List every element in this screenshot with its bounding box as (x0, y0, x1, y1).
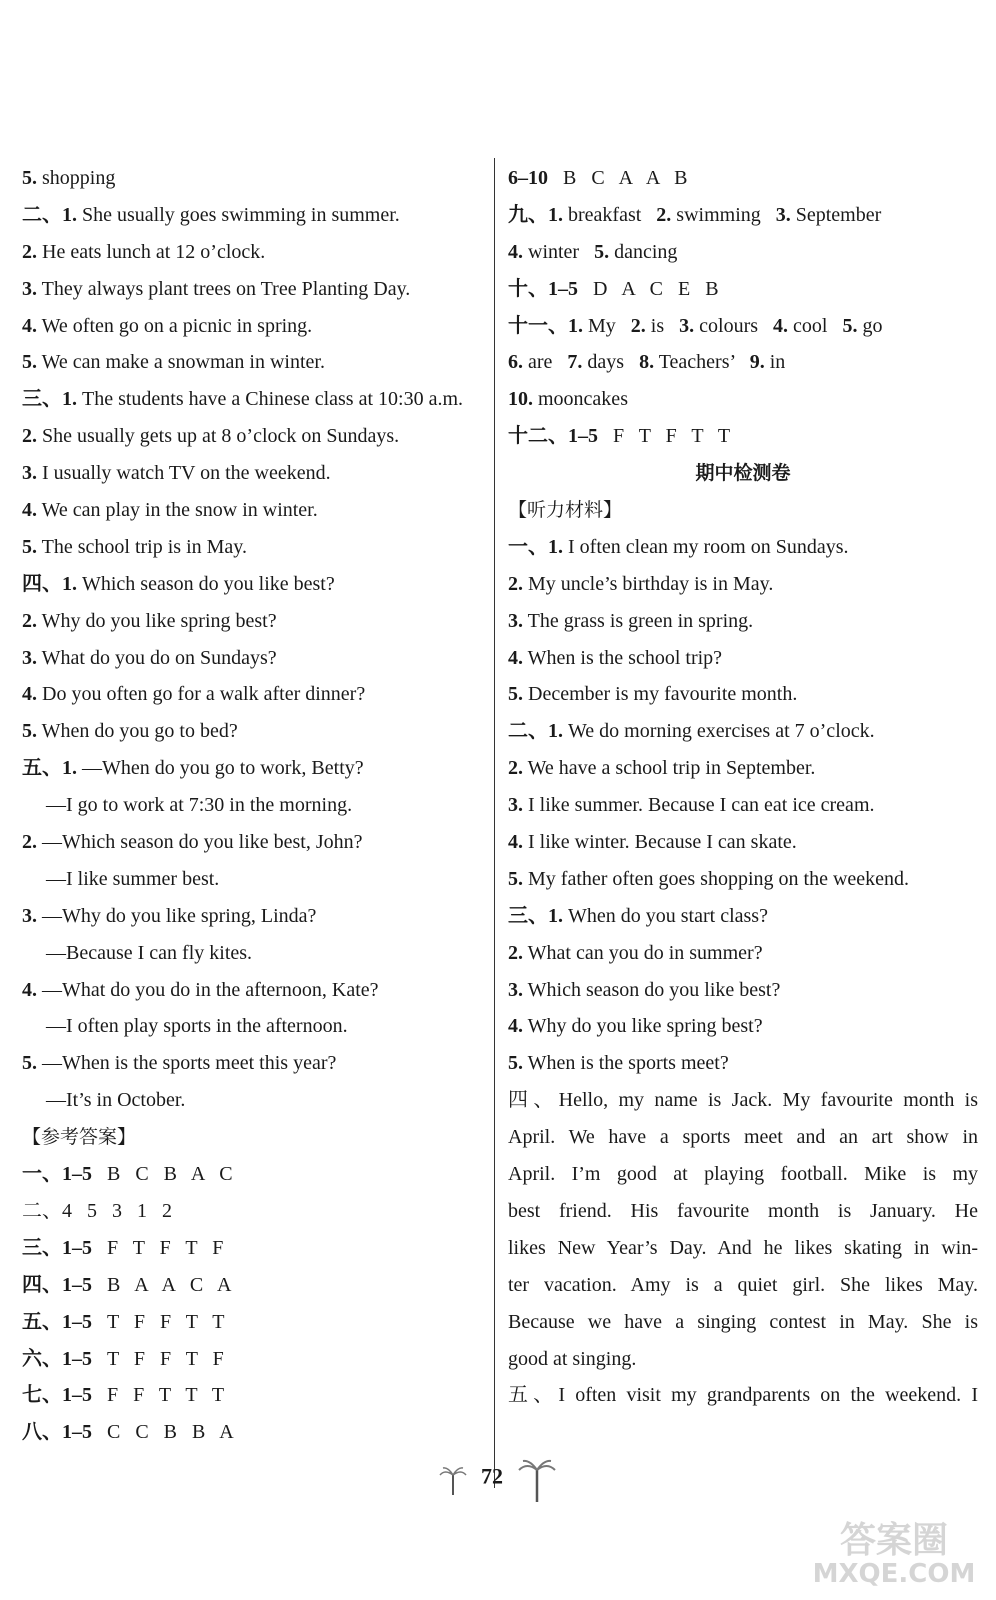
answer-line (22, 898, 492, 935)
item-number: 七、1–5 (22, 1384, 92, 1407)
item-number: 2. (656, 203, 672, 226)
answer-line (22, 824, 492, 861)
item-text: T F F T F (92, 1347, 224, 1370)
section-label (22, 1119, 492, 1156)
item-text: I often clean my room on Sundays. (563, 535, 849, 558)
item-number: 7. (567, 351, 583, 374)
item-number: 3. (508, 609, 523, 632)
item-text: Which season do you like best? (523, 978, 781, 1001)
item-text: —Because I can fly kites. (46, 941, 253, 964)
item-text: best friend. His favourite month is January. He (508, 1199, 978, 1222)
item-text: She usually gets up at 8 o’clock on Sundays. (37, 425, 400, 448)
item-number: 5. (508, 867, 523, 890)
item-text: December is my favourite month. (523, 683, 798, 706)
item-number: 4. (22, 314, 37, 337)
answer-line (22, 566, 492, 603)
item-text: —I often play sports in the afternoon. (46, 1015, 348, 1038)
answer-line (508, 640, 978, 677)
item-number: 4. (508, 1015, 523, 1038)
item-text: is (645, 314, 680, 337)
item-text: We can play in the snow in winter. (37, 499, 318, 522)
answer-line (508, 160, 978, 197)
item-text: She usually goes swimming in summer. (77, 203, 400, 226)
item-number: 10. (508, 388, 533, 411)
item-text: 四、Hello, my name is Jack. My favourite month is (508, 1089, 978, 1112)
item-text: —It’s in October. (46, 1089, 186, 1112)
item-text: B C B A C (92, 1163, 233, 1186)
answer-line (508, 1267, 978, 1304)
item-number: 五、1. (22, 757, 77, 780)
answer-line (508, 308, 978, 345)
answer-line (22, 344, 492, 381)
item-text: When is the school trip? (523, 646, 723, 669)
column-divider (494, 158, 495, 1488)
item-text: F F T T T (92, 1384, 225, 1407)
item-number: 2. (508, 572, 523, 595)
item-number: 4. (773, 314, 789, 337)
answer-line (22, 603, 492, 640)
item-text: I usually watch TV on the weekend. (37, 462, 331, 485)
item-number: 2. (22, 831, 37, 854)
item-number: 四、1. (22, 572, 77, 595)
answer-line (22, 861, 492, 898)
answer-line (508, 1082, 978, 1119)
item-text: T F F T T (92, 1310, 225, 1333)
item-number: 3. (22, 462, 37, 485)
item-text: Because we have a singing contest in May. She is (508, 1310, 978, 1333)
answer-line (508, 418, 978, 455)
item-text: What can you do in summer? (523, 941, 763, 964)
item-text: good at singing. (508, 1347, 637, 1370)
answer-line (22, 1193, 492, 1230)
item-number: 5. (22, 535, 37, 558)
watermark-url: MXQE.COM (812, 1559, 976, 1589)
item-number: 八、1–5 (22, 1421, 92, 1444)
item-number: 3. (508, 794, 523, 817)
answer-line (508, 1045, 978, 1082)
page-footer (0, 1458, 996, 1502)
answer-line (22, 1414, 492, 1451)
item-number: 5. (22, 1052, 37, 1075)
answer-line (508, 750, 978, 787)
answer-line (508, 1119, 978, 1156)
answer-line (22, 1045, 492, 1082)
answer-line (22, 1156, 492, 1193)
item-text: April. I’m good at playing football. Mike is my (508, 1163, 978, 1186)
item-number: 9. (749, 351, 765, 374)
item-number: 十、1–5 (508, 277, 578, 300)
item-text: C C B B A (92, 1421, 234, 1444)
item-text: My uncle’s birthday is in May. (523, 572, 774, 595)
page-number: 72 (481, 1463, 503, 1489)
answer-line (508, 1193, 978, 1230)
answer-line (22, 234, 492, 271)
item-number: 三、1. (508, 904, 563, 927)
item-number: 3. (775, 203, 791, 226)
answer-line (508, 1304, 978, 1341)
item-text: —Which season do you like best, John? (37, 831, 363, 854)
item-number: 5. (508, 1052, 523, 1075)
answer-line (22, 160, 492, 197)
answer-line (22, 1377, 492, 1414)
answer-line (22, 529, 492, 566)
answer-line (22, 308, 492, 345)
item-number: 4. (508, 831, 523, 854)
item-number: 九、1. (508, 203, 563, 226)
answer-line (22, 197, 492, 234)
item-number: 一、1. (508, 535, 563, 558)
item-number: 二、1. (22, 203, 77, 226)
answer-line (508, 566, 978, 603)
item-text: in (764, 351, 786, 374)
item-text: 【听力材料】 (508, 499, 623, 522)
answer-line (508, 713, 978, 750)
item-text: I like winter. Because I can skate. (523, 831, 797, 854)
item-number: 4. (508, 646, 523, 669)
palm-tree-icon (517, 1458, 557, 1502)
item-text: My (583, 314, 631, 337)
item-text: winter (523, 240, 595, 263)
item-number: 2. (508, 757, 523, 780)
item-text: April. We have a sports meet and an art show in (508, 1126, 978, 1149)
item-text: —When do you go to work, Betty? (77, 757, 364, 780)
answer-line (22, 640, 492, 677)
item-number: 3. (22, 646, 37, 669)
watermark-text: 答案圈 (839, 1520, 949, 1561)
item-number: 三、1–5 (22, 1236, 92, 1259)
answer-line (22, 1082, 492, 1119)
answer-line (22, 787, 492, 824)
answer-line (508, 1156, 978, 1193)
answer-line (508, 898, 978, 935)
answer-line (22, 492, 492, 529)
answer-line (508, 1230, 978, 1267)
item-text: —Why do you like spring, Linda? (37, 904, 317, 927)
item-text: D A C E B (578, 277, 719, 300)
item-text: days (582, 351, 640, 374)
answer-line (22, 455, 492, 492)
item-text: When do you go to bed? (37, 720, 238, 743)
answer-line (22, 418, 492, 455)
answer-line (508, 972, 978, 1009)
item-text: The grass is green in spring. (523, 609, 754, 632)
answer-line (22, 1341, 492, 1378)
answer-line (22, 1008, 492, 1045)
answer-line (22, 935, 492, 972)
item-number: 十一、1. (508, 314, 583, 337)
item-text: When is the sports meet? (523, 1052, 729, 1075)
item-text: ter vacation. Amy is a quiet girl. She likes May. (508, 1273, 978, 1296)
item-number: 5. (594, 240, 610, 263)
answer-line (508, 344, 978, 381)
item-text: go (857, 314, 883, 337)
item-number: 四、1–5 (22, 1273, 92, 1296)
item-number: 一、1–5 (22, 1163, 92, 1186)
item-text: B A A C A (92, 1273, 232, 1296)
item-text: When do you start class? (563, 904, 768, 927)
item-text: My father often goes shopping on the weekend. (523, 867, 910, 890)
section-title (508, 455, 978, 492)
answer-line (508, 861, 978, 898)
answer-line (508, 381, 978, 418)
item-text: F T F T T (598, 425, 731, 448)
answer-line (508, 787, 978, 824)
answer-line (22, 713, 492, 750)
item-number: 2. (22, 609, 37, 632)
item-text: Why do you like spring best? (37, 609, 277, 632)
item-number: 3. (679, 314, 695, 337)
item-text: Do you often go for a walk after dinner? (37, 683, 366, 706)
answer-line (22, 676, 492, 713)
item-text: 二、4 5 3 1 2 (22, 1199, 172, 1222)
answer-line (508, 234, 978, 271)
item-number: 六、1–5 (22, 1347, 92, 1370)
item-text: Teachers’ (654, 351, 750, 374)
answer-line (508, 197, 978, 234)
item-number: 5. (22, 167, 37, 189)
item-number: 5. (22, 351, 37, 374)
item-text: F T F T F (92, 1236, 224, 1259)
item-text: We can make a snowman in winter. (37, 351, 325, 374)
answer-line (22, 750, 492, 787)
item-number: 5. (508, 683, 523, 706)
answer-line (508, 271, 978, 308)
item-text: —When is the sports meet this year? (37, 1052, 337, 1075)
item-number: 十二、1–5 (508, 425, 598, 448)
item-number: 三、1. (22, 388, 77, 411)
item-text: We do morning exercises at 7 o’clock. (563, 720, 875, 743)
left-column (22, 160, 492, 1451)
answer-line (22, 1230, 492, 1267)
item-text: 【参考答案】 (22, 1126, 137, 1149)
answer-line (22, 381, 492, 418)
answer-line (508, 1008, 978, 1045)
item-text: Why do you like spring best? (523, 1015, 763, 1038)
item-text: They always plant trees on Tree Planting Day. (37, 277, 411, 300)
watermark-logo (804, 1510, 984, 1590)
answer-line (22, 972, 492, 1009)
item-text: B C A A B (548, 167, 688, 189)
item-number: 2. (630, 314, 646, 337)
item-text: I like summer. Because I can eat ice cream. (523, 794, 875, 817)
item-text: September (790, 203, 882, 226)
item-number: 2. (508, 941, 523, 964)
item-number: 4. (22, 499, 37, 522)
item-number: 2. (22, 425, 37, 448)
item-text: dancing (609, 240, 678, 263)
answer-line (22, 271, 492, 308)
item-text: colours (694, 314, 774, 337)
item-number: 4. (22, 978, 37, 1001)
item-number: 6. (508, 351, 523, 374)
item-text: We have a school trip in September. (523, 757, 816, 780)
item-text: The school trip is in May. (37, 535, 247, 558)
item-number: 5. (22, 720, 37, 743)
answer-line (508, 935, 978, 972)
item-text: —I go to work at 7:30 in the morning. (46, 794, 353, 817)
answer-line (508, 603, 978, 640)
item-number: 4. (22, 683, 37, 706)
item-text: are (523, 351, 568, 374)
item-text: What do you do on Sundays? (37, 646, 277, 669)
item-number: 5. (842, 314, 858, 337)
right-column (508, 160, 978, 1414)
section-label (508, 492, 978, 529)
item-text: likes New Year’s Day. And he likes skating in win- (508, 1236, 978, 1259)
item-text: breakfast (563, 203, 657, 226)
item-text: mooncakes (533, 388, 628, 411)
answer-line (508, 676, 978, 713)
item-text: 期中检测卷 (695, 462, 791, 485)
item-text: We often go on a picnic in spring. (37, 314, 313, 337)
answer-line (22, 1267, 492, 1304)
answer-line (508, 824, 978, 861)
item-text: swimming (671, 203, 776, 226)
item-text: —What do you do in the afternoon, Kate? (37, 978, 379, 1001)
item-number: 2. (22, 240, 37, 263)
item-text: Which season do you like best? (77, 572, 335, 595)
item-number: 6–10 (508, 167, 548, 189)
item-number: 二、1. (508, 720, 563, 743)
item-number: 8. (639, 351, 655, 374)
item-text: —I like summer best. (46, 867, 220, 890)
item-text: 五、I often visit my grandparents on the weekend. I (508, 1384, 978, 1407)
item-number: 五、1–5 (22, 1310, 92, 1333)
item-text: shopping (37, 167, 116, 189)
item-text: He eats lunch at 12 o’clock. (37, 240, 266, 263)
palm-tree-icon (439, 1465, 467, 1495)
item-number: 3. (508, 978, 523, 1001)
answer-line (508, 1341, 978, 1378)
item-number: 4. (508, 240, 523, 263)
item-number: 3. (22, 277, 37, 300)
item-text: cool (788, 314, 843, 337)
item-text: The students have a Chinese class at 10:30 a.m. (77, 388, 464, 411)
answer-line (22, 1304, 492, 1341)
answer-line (508, 1377, 978, 1414)
item-number: 3. (22, 904, 37, 927)
answer-line (508, 529, 978, 566)
